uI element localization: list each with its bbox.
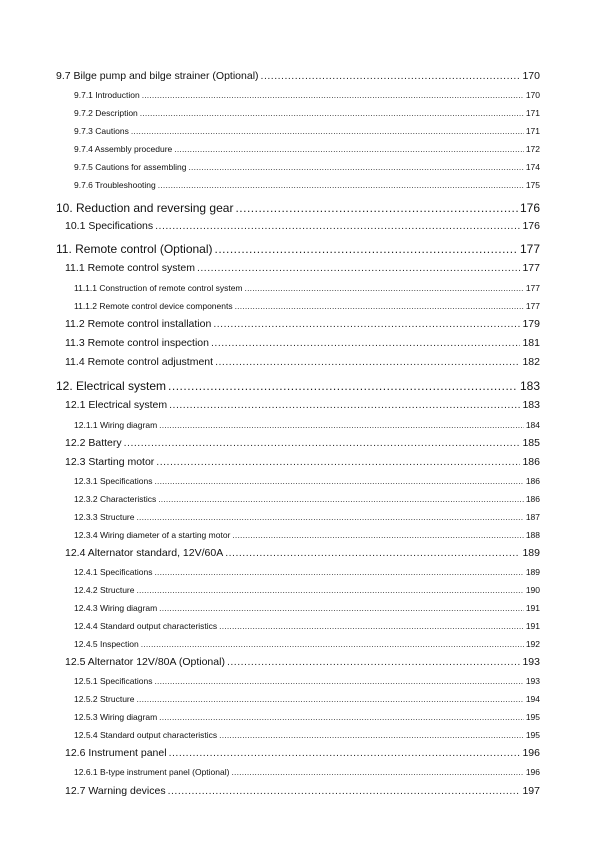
toc-dot-leader	[136, 585, 523, 595]
toc-entry-title: 9.7.3 Cautions	[74, 126, 129, 136]
toc-page-number: 183	[519, 379, 540, 393]
toc-entry-title: 12.4.3 Wiring diagram	[74, 603, 158, 613]
toc-chapter-entry[interactable]	[56, 242, 540, 256]
toc-subsection-entry[interactable]	[74, 180, 540, 190]
toc-subsection-entry[interactable]	[74, 694, 540, 704]
toc-page-number: 184	[525, 420, 540, 430]
toc-dot-leader	[197, 262, 521, 274]
toc-entry-title: 12.5.2 Structure	[74, 694, 135, 704]
toc-entry-title: 12.5.1 Specifications	[74, 676, 153, 686]
toc-subsection-entry[interactable]	[74, 494, 540, 504]
toc-entry-title: 12.6 Instrument panel	[65, 747, 167, 759]
toc-section-entry[interactable]	[65, 262, 540, 274]
toc-dot-leader	[154, 676, 523, 686]
toc-section-entry[interactable]	[56, 70, 540, 82]
toc-page-number: 195	[525, 712, 540, 722]
toc-page-number: 185	[522, 437, 540, 449]
toc-dot-leader	[174, 144, 524, 154]
toc-page-number: 192	[525, 639, 540, 649]
toc-page-number: 186	[522, 456, 540, 468]
toc-entry-title: 9.7.5 Cautions for assembling	[74, 162, 187, 172]
toc-entry-title: 12.5.4 Standard output characteristics	[74, 730, 218, 740]
toc-dot-leader	[169, 399, 520, 411]
toc-page-number: 196	[525, 767, 540, 777]
toc-page-number: 188	[525, 530, 540, 540]
toc-section-entry[interactable]	[65, 547, 540, 559]
toc-subsection-entry[interactable]	[74, 283, 540, 293]
toc-page-number: 177	[519, 242, 540, 256]
toc-entry-title: 12.7 Warning devices	[65, 785, 166, 797]
toc-entry-title: 12.3.4 Wiring diameter of a starting motor	[74, 530, 231, 540]
toc-entry-title: 11.1.2 Remote control device components	[74, 301, 233, 311]
toc-subsection-entry[interactable]	[74, 676, 540, 686]
toc-subsection-entry[interactable]	[74, 567, 540, 577]
toc-entry-title: 12.4.2 Structure	[74, 585, 135, 595]
toc-dot-leader	[219, 621, 524, 631]
toc-dot-leader	[140, 108, 524, 118]
toc-dot-leader	[156, 456, 520, 468]
toc-page-number: 186	[525, 494, 540, 504]
toc-page-number: 170	[525, 90, 540, 100]
toc-page-number: 187	[525, 512, 540, 522]
toc-subsection-entry[interactable]	[74, 162, 540, 172]
toc-dot-leader	[136, 694, 523, 704]
toc-entry-title: 9.7 Bilge pump and bilge strainer (Optional)	[56, 70, 259, 82]
toc-subsection-entry[interactable]	[74, 420, 540, 430]
toc-page-number: 172	[525, 144, 540, 154]
toc-dot-leader	[211, 337, 520, 349]
toc-page-number: 181	[522, 337, 540, 349]
toc-page-number: 170	[522, 70, 540, 82]
toc-dot-leader	[124, 437, 521, 449]
toc-entry-title: 12.1.1 Wiring diagram	[74, 420, 158, 430]
toc-entry-title: 12.4 Alternator standard, 12V/60A	[65, 547, 224, 559]
toc-dot-leader	[158, 180, 524, 190]
toc-dot-leader	[231, 767, 523, 777]
toc-page-number: 193	[522, 656, 540, 668]
toc-entry-title: 12.5.3 Wiring diagram	[74, 712, 158, 722]
toc-section-entry[interactable]	[65, 437, 540, 449]
toc-entry-title: 11.1.1 Construction of remote control system	[74, 283, 243, 293]
toc-dot-leader	[232, 530, 523, 540]
toc-section-entry[interactable]	[65, 747, 540, 759]
toc-chapter-entry[interactable]	[56, 379, 540, 393]
toc-dot-leader	[225, 547, 520, 559]
toc-subsection-entry[interactable]	[74, 144, 540, 154]
toc-entry-title: 12. Electrical system	[56, 379, 167, 393]
toc-dot-leader	[235, 201, 518, 215]
toc-entry-title: 12.6.1 B-type instrument panel (Optional)	[74, 767, 230, 777]
toc-page-number: 179	[522, 318, 540, 330]
toc-subsection-entry[interactable]	[74, 585, 540, 595]
toc-dot-leader	[168, 379, 518, 393]
toc-entry-title: 12.3.3 Structure	[74, 512, 135, 522]
toc-entry-title: 10.1 Specifications	[65, 220, 154, 232]
toc-subsection-entry[interactable]	[74, 767, 540, 777]
toc-section-entry[interactable]	[65, 220, 540, 232]
toc-subsection-entry[interactable]	[74, 712, 540, 722]
toc-page-number: 191	[525, 621, 540, 631]
toc-entry-title: 9.7.6 Troubleshooting	[74, 180, 156, 190]
toc-entry-title: 10. Reduction and reversing gear	[56, 201, 234, 215]
toc-dot-leader	[168, 785, 521, 797]
toc-dot-leader	[213, 318, 520, 330]
toc-page-number: 196	[522, 747, 540, 759]
toc-page-number: 189	[522, 547, 540, 559]
toc-dot-leader	[159, 420, 524, 430]
toc-page-number: 190	[525, 585, 540, 595]
toc-subsection-entry[interactable]	[74, 301, 540, 311]
toc-section-entry[interactable]	[65, 399, 540, 411]
toc-subsection-entry[interactable]	[74, 476, 540, 486]
toc-subsection-entry[interactable]	[74, 90, 540, 100]
toc-entry-title: 12.3 Starting motor	[65, 456, 155, 468]
toc-dot-leader	[215, 242, 518, 256]
toc-entry-title: 12.2 Battery	[65, 437, 122, 449]
toc-entry-title: 11.4 Remote control adjustment	[65, 356, 214, 368]
toc-page-number: 171	[525, 108, 540, 118]
toc-page-number: 186	[525, 476, 540, 486]
toc-dot-leader	[261, 70, 521, 82]
toc-section-entry[interactable]	[65, 656, 540, 668]
toc-page-number: 177	[522, 262, 540, 274]
toc-section-entry[interactable]	[65, 337, 540, 349]
toc-entry-title: 12.5 Alternator 12V/80A (Optional)	[65, 656, 225, 668]
toc-dot-leader	[158, 494, 524, 504]
toc-page-number: 193	[525, 676, 540, 686]
toc-dot-leader	[245, 283, 524, 293]
toc-entry-title: 12.1 Electrical system	[65, 399, 168, 411]
toc-subsection-entry[interactable]	[74, 530, 540, 540]
toc-page-number: 171	[525, 126, 540, 136]
toc-page-number: 194	[525, 694, 540, 704]
toc-section-entry[interactable]	[65, 356, 540, 368]
toc-page-number: 176	[522, 220, 540, 232]
toc-section-entry[interactable]	[65, 456, 540, 468]
toc-dot-leader	[141, 639, 524, 649]
toc-dot-leader	[215, 356, 520, 368]
toc-dot-leader	[169, 747, 521, 759]
toc-section-entry[interactable]	[65, 318, 540, 330]
toc-entry-title: 12.4.1 Specifications	[74, 567, 153, 577]
toc-subsection-entry[interactable]	[74, 512, 540, 522]
toc-chapter-entry[interactable]	[56, 201, 540, 215]
toc-page-number: 195	[525, 730, 540, 740]
toc-entry-title: 11. Remote control (Optional)	[56, 242, 213, 256]
toc-dot-leader	[142, 90, 524, 100]
toc-section-entry[interactable]	[65, 785, 540, 797]
toc-dot-leader	[159, 603, 524, 613]
toc-dot-leader	[219, 730, 524, 740]
toc-subsection-entry[interactable]	[74, 126, 540, 136]
toc-dot-leader	[136, 512, 523, 522]
toc-subsection-entry[interactable]	[74, 639, 540, 649]
toc-page-number: 182	[522, 356, 540, 368]
toc-entry-title: 11.2 Remote control installation	[65, 318, 212, 330]
toc-dot-leader	[154, 476, 523, 486]
toc-entry-title: 12.3.1 Specifications	[74, 476, 153, 486]
toc-dot-leader	[154, 567, 523, 577]
toc-entry-title: 12.4.4 Standard output characteristics	[74, 621, 218, 631]
toc-entry-title: 9.7.2 Description	[74, 108, 138, 118]
toc-subsection-entry[interactable]	[74, 603, 540, 613]
toc-entry-title: 9.7.4 Assembly procedure	[74, 144, 173, 154]
toc-dot-leader	[235, 301, 524, 311]
toc-page-number: 175	[525, 180, 540, 190]
toc-entry-title: 9.7.1 Introduction	[74, 90, 140, 100]
toc-dot-leader	[188, 162, 523, 172]
toc-page-number: 197	[522, 785, 540, 797]
toc-dot-leader	[227, 656, 521, 668]
toc-page-number: 177	[525, 301, 540, 311]
toc-subsection-entry[interactable]	[74, 108, 540, 118]
toc-entry-title: 11.3 Remote control inspection	[65, 337, 209, 349]
toc-dot-leader	[131, 126, 524, 136]
toc-entry-title: 12.3.2 Characteristics	[74, 494, 157, 504]
toc-page-number: 191	[525, 603, 540, 613]
toc-dot-leader	[155, 220, 520, 232]
toc-page-number: 176	[519, 201, 540, 215]
toc-entry-title: 11.1 Remote control system	[65, 262, 195, 274]
toc-page-number: 174	[525, 162, 540, 172]
toc-page-number: 183	[522, 399, 540, 411]
toc-page-number: 189	[525, 567, 540, 577]
toc-subsection-entry[interactable]	[74, 621, 540, 631]
toc-dot-leader	[159, 712, 524, 722]
toc-subsection-entry[interactable]	[74, 730, 540, 740]
toc-page-number: 177	[525, 283, 540, 293]
toc-entry-title: 12.4.5 Inspection	[74, 639, 139, 649]
